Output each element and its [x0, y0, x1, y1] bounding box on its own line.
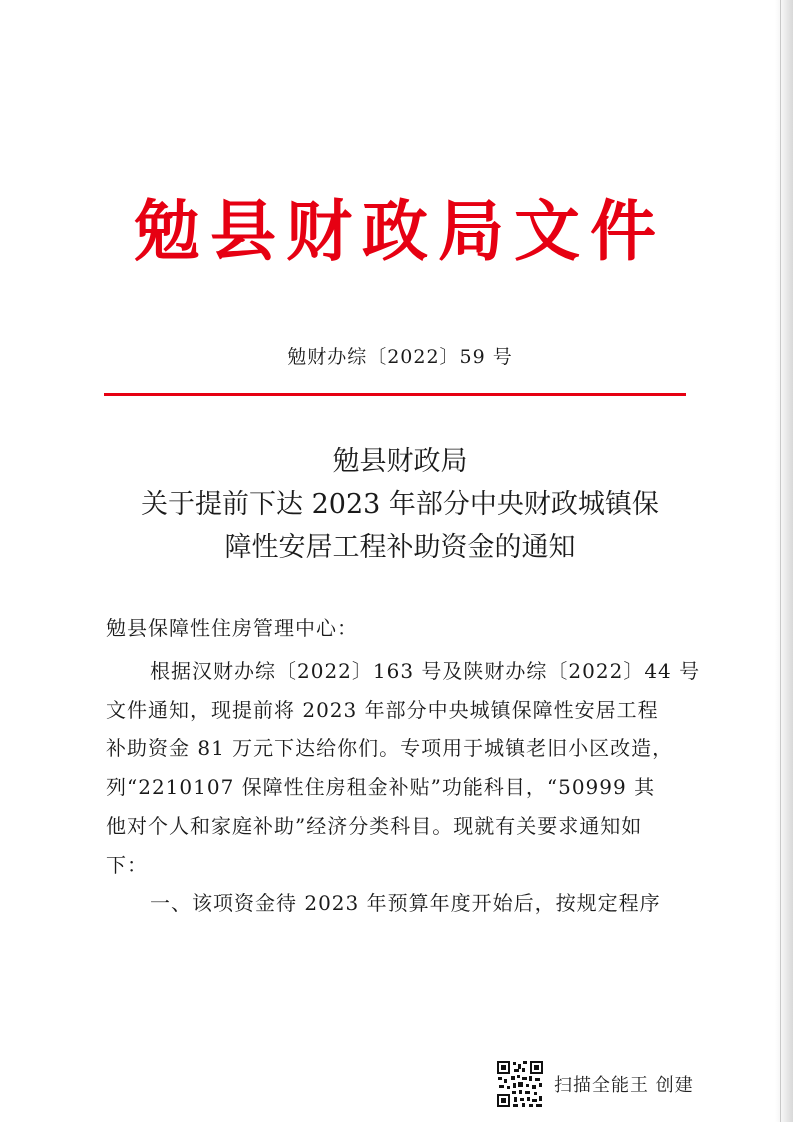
page-edge-line	[780, 0, 781, 1122]
body-line: 补助资金 81 万元下达给你们。专项用于城镇老旧小区改造，	[106, 736, 674, 761]
body-line: 下：	[106, 852, 148, 877]
body-line: 根据汉财办综〔2022〕163 号及陕财办综〔2022〕44 号	[150, 659, 701, 683]
body-line: 他对个人和家庭补助”经济分类科目。现就有关要求通知如	[106, 813, 643, 838]
notice-body	[106, 652, 701, 923]
notice-title-line: 障性安居工程补助资金的通知	[224, 532, 576, 563]
body-line: 一、该项资金待 2023 年预算年度开始后，按规定程序	[150, 891, 661, 916]
notice-title	[90, 440, 710, 569]
red-divider-line	[104, 393, 686, 396]
scanner-watermark	[496, 1060, 694, 1108]
notice-title-line: 关于提前下达 2023 年部分中央财政城镇保	[141, 489, 659, 520]
recipient-line: 勉县保障性住房管理中心：	[106, 616, 358, 640]
body-line: 文件通知，现提前将 2023 年部分中央城镇保障性安居工程	[106, 697, 659, 722]
document-number: 勉财办综〔2022〕59 号	[287, 346, 513, 368]
issuer-header-title: 勉县财政局文件	[134, 192, 666, 270]
body-line: 列“2210107 保障性住房租金补贴”功能科目，“50999 其	[106, 775, 656, 800]
scanned-page-edge	[775, 0, 793, 1122]
notice-title-line: 勉县财政局	[332, 446, 468, 477]
scanner-app-label: 扫描全能王 创建	[554, 1075, 694, 1096]
qr-code-icon	[496, 1060, 544, 1108]
